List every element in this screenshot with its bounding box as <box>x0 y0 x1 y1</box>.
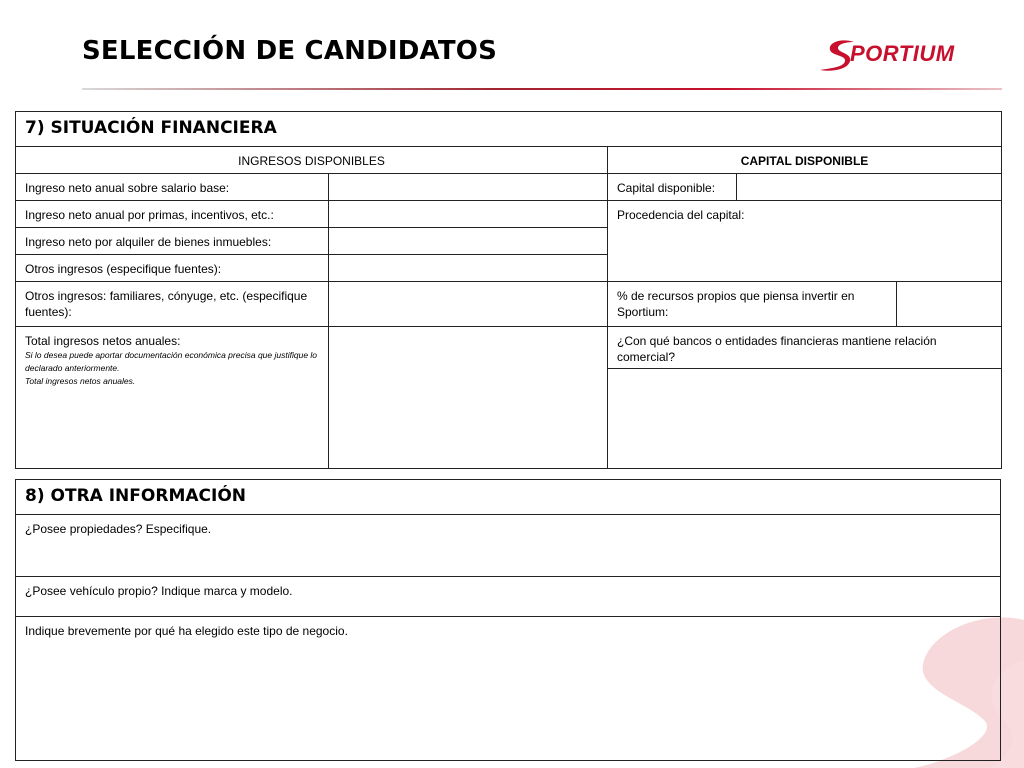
capital-origin-label: Procedencia del capital: <box>617 208 745 222</box>
banks-question-label: ¿Con qué bancos o entidades financieras mantiene relación comercial? <box>608 327 1002 369</box>
income-label-bonuses: Ingreso neto anual por primas, incentivos, etc.: <box>16 201 329 228</box>
properties-field[interactable] <box>16 515 1001 577</box>
total-income-label: Total ingresos netos anuales: <box>25 334 181 348</box>
income-bonuses-field[interactable] <box>329 201 608 228</box>
business-reason-field[interactable] <box>16 617 1001 761</box>
income-rental-field[interactable] <box>329 228 608 255</box>
vehicle-field[interactable] <box>16 577 1001 617</box>
page-title: SELECCIÓN DE CANDIDATOS <box>82 36 498 66</box>
total-income-cell <box>16 327 329 469</box>
business-reason-question: Indique brevemente por qué ha elegido este tipo de negocio. <box>25 624 348 638</box>
other-information-table <box>15 479 1001 761</box>
banks-answer-field[interactable] <box>608 369 1002 469</box>
total-income-note-2: Total ingresos netos anuales. <box>25 376 136 386</box>
properties-question: ¿Posee propiedades? Especifique. <box>25 522 212 536</box>
section-title-financial: 7) SITUACIÓN FINANCIERA <box>16 112 1002 147</box>
own-resources-label: % de recursos propios que piensa invertir en Sportium: <box>608 282 897 327</box>
capital-column-header: CAPITAL DISPONIBLE <box>608 147 1002 174</box>
capital-available-field[interactable] <box>737 174 1002 201</box>
sportium-logo <box>818 36 988 76</box>
capital-origin-field[interactable] <box>608 201 1002 282</box>
own-resources-field[interactable] <box>897 282 1002 327</box>
income-column-header: INGRESOS DISPONIBLES <box>16 147 608 174</box>
income-label-family: Otros ingresos: familiares, cónyuge, etc. (especifique fuentes): <box>16 282 329 327</box>
income-salary-field[interactable] <box>329 174 608 201</box>
brand-name: PORTIUM <box>850 41 955 66</box>
section-title-other: 8) OTRA INFORMACIÓN <box>16 480 1001 515</box>
total-income-note: Si lo desea puede aportar documentación económica precisa que justifique lo declarado anteriormente. <box>25 350 318 373</box>
capital-available-label: Capital disponible: <box>608 174 737 201</box>
financial-situation-table <box>15 111 1002 469</box>
title-divider <box>82 88 1002 90</box>
income-other-field[interactable] <box>329 255 608 282</box>
income-label-rental: Ingreso neto por alquiler de bienes inmuebles: <box>16 228 329 255</box>
income-family-field[interactable] <box>329 282 608 327</box>
income-label-other: Otros ingresos (especifique fuentes): <box>16 255 329 282</box>
income-label-salary: Ingreso neto anual sobre salario base: <box>16 174 329 201</box>
total-income-field[interactable] <box>329 327 608 469</box>
vehicle-question: ¿Posee vehículo propio? Indique marca y modelo. <box>25 584 293 598</box>
